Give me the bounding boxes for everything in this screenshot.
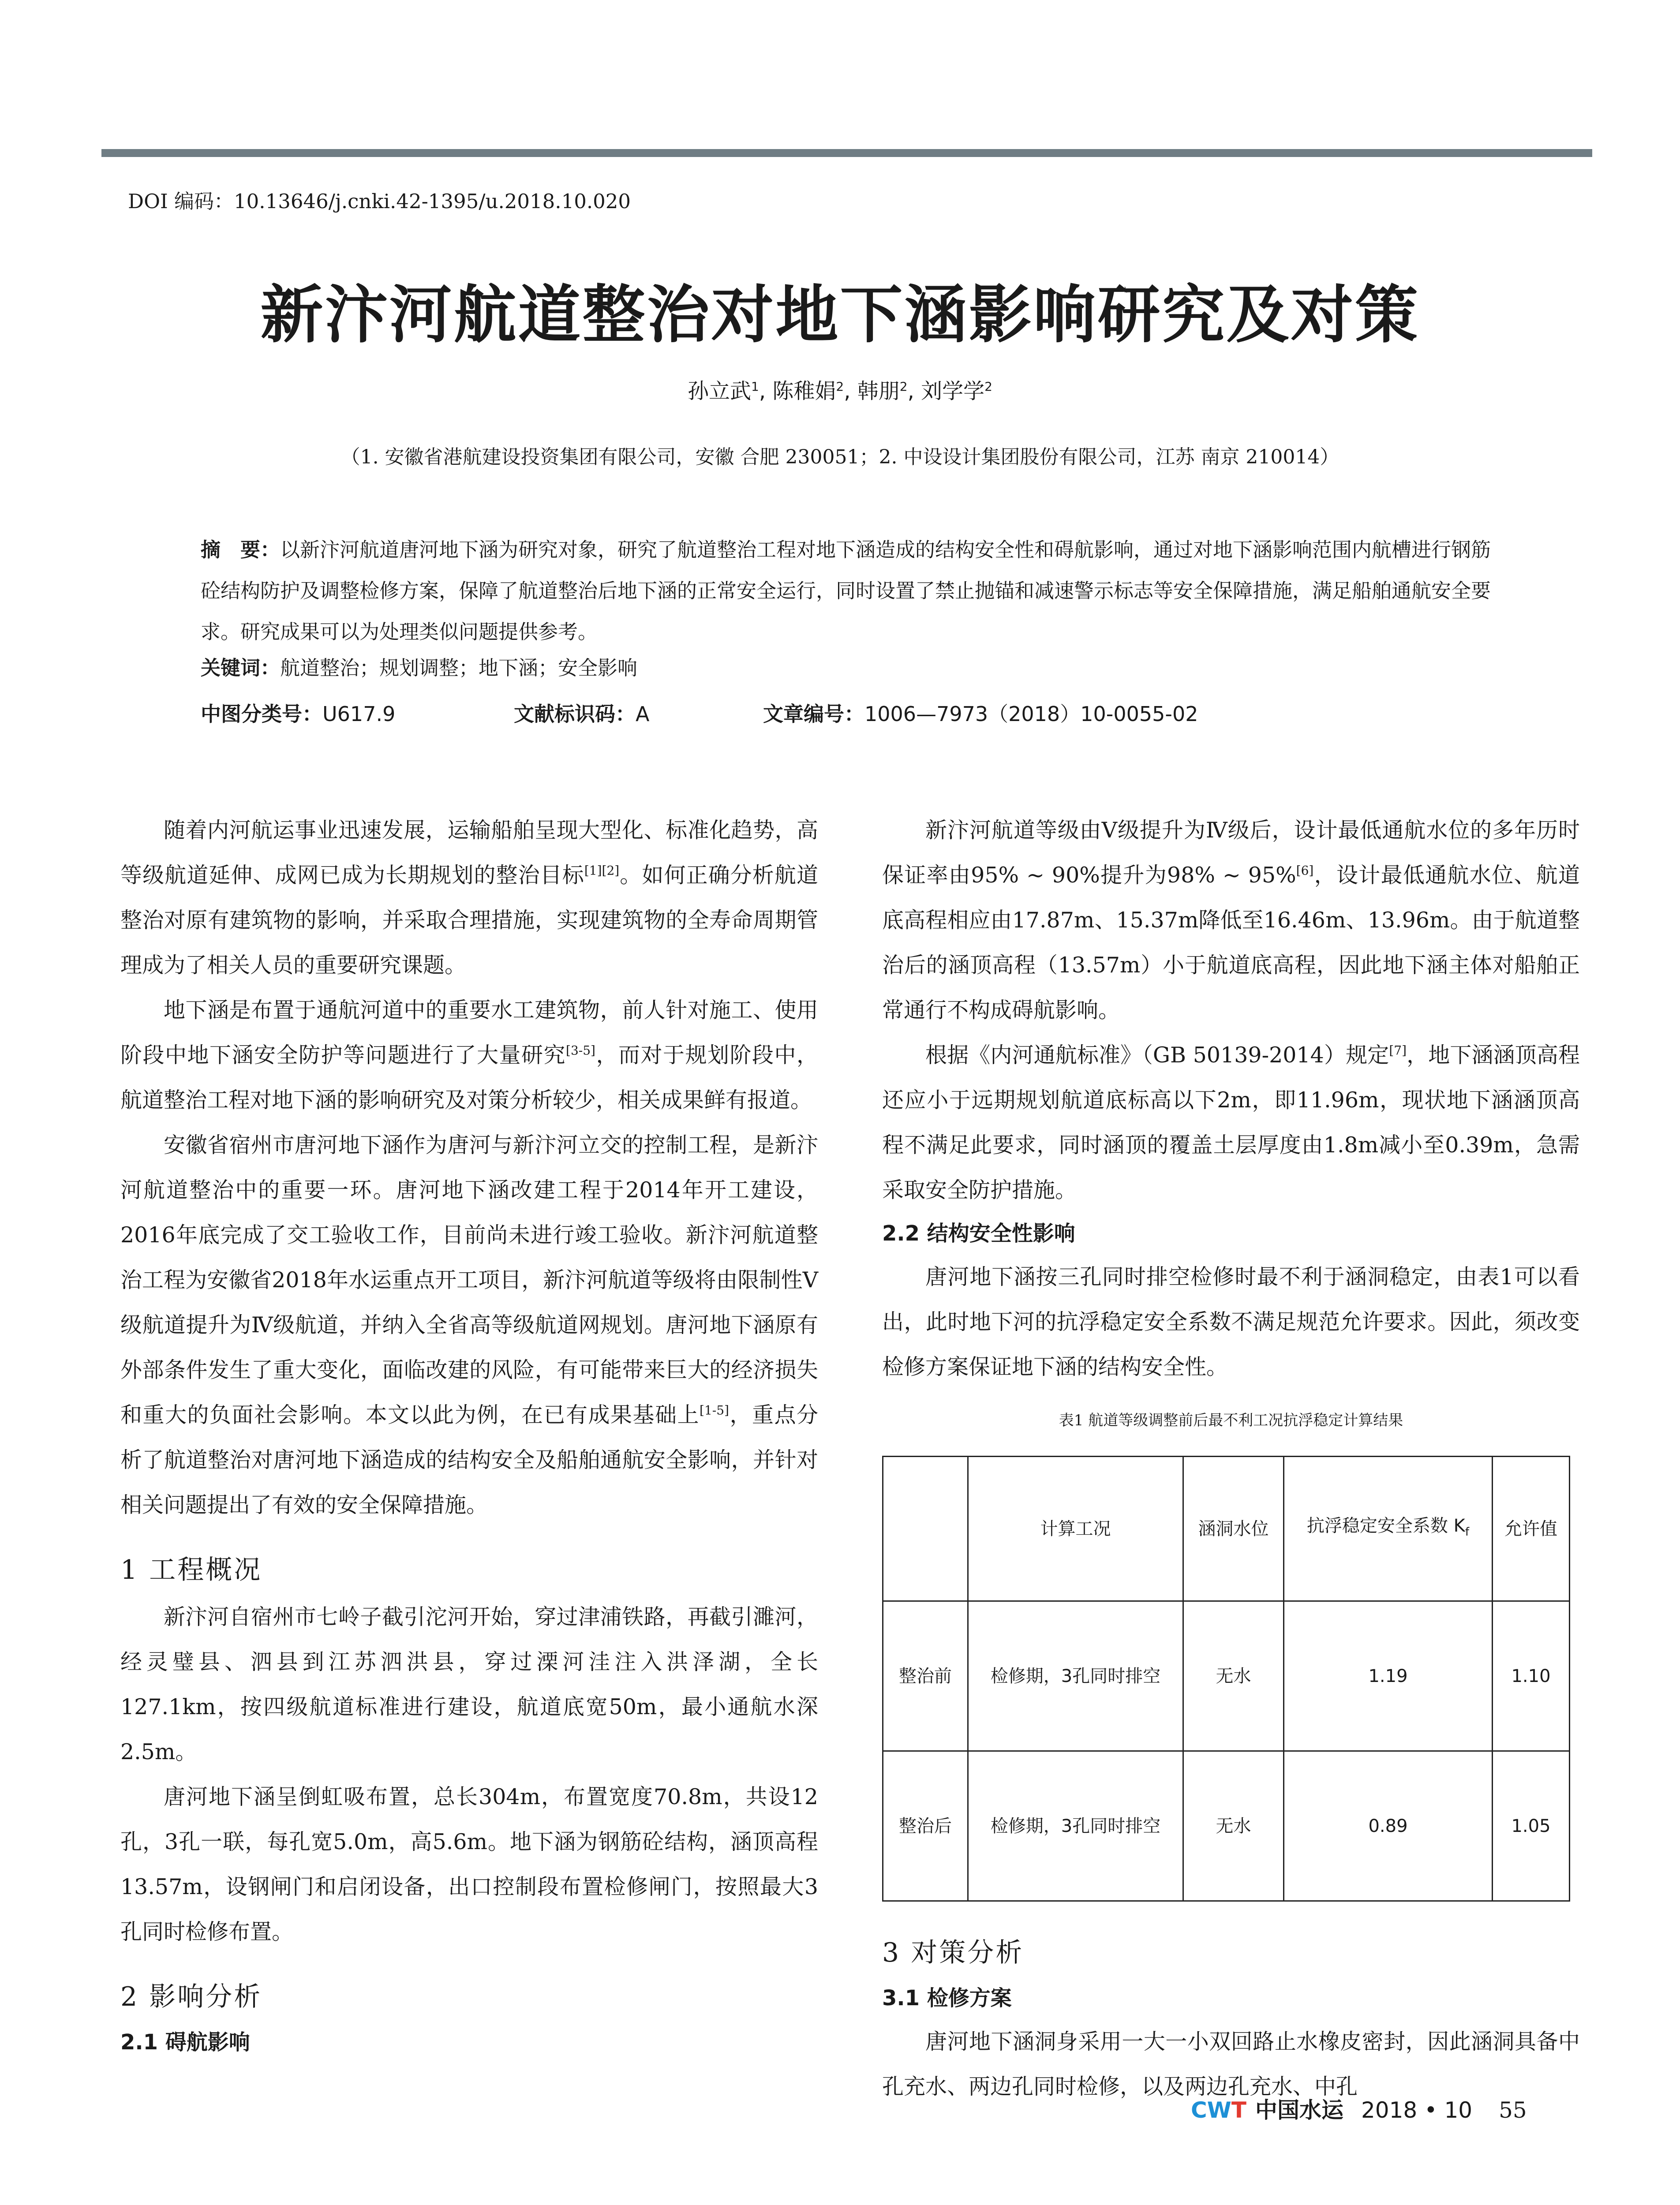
section-heading: 2 影响分析 [120, 1981, 262, 2012]
subsection-heading: 2.2 结构安全性影响 [882, 1221, 1075, 1246]
table-row [883, 1601, 1570, 1751]
page-number: 55 [1499, 2097, 1527, 2123]
table-cell: 无水 [1183, 1751, 1284, 1901]
journal-logo [1191, 2097, 1246, 2123]
table-cell: 检修期，3孔同时排空 [968, 1601, 1183, 1751]
text: ，重点分析了航道整治对唐河地下涵造成的结构安全及船舶通航安全影响，并针对相关问题提出了有效的安全保障措施。 [120, 1402, 818, 1517]
author-list: 孙立武$^1$, 陈稚娟$^2$, 韩朋$^2$, 刘学学$^2$ [688, 379, 992, 404]
logo-text: T [1231, 2097, 1246, 2123]
keywords [201, 652, 637, 680]
table-header-cell [883, 1457, 968, 1601]
section-heading: 1 工程概况 [120, 1555, 262, 1585]
keywords-label: 关键词： [201, 656, 281, 680]
paragraph: 新汴河自宿州市七岭子截引沱河开始，穿过津浦铁路，再截引濉河，经灵璧县、泗县到江苏泗洪县，穿过溧河洼注入洪泽湖，全长127.1km，按四级航道标准进行建设，航道底宽50m，最小通航水深2.5m。 [120, 1604, 818, 1764]
table-header-cell: 计算工况 [968, 1457, 1183, 1601]
paragraph: 唐河地下涵洞身采用一大一小双回路止水橡皮密封，因此涵洞具备中孔充水、两边孔同时检修，以及两边孔充水、中孔 [882, 2029, 1580, 2099]
author-affil-mark: 2 [899, 379, 908, 394]
section-heading: 3 对策分析 [882, 1937, 1024, 1968]
document-code [514, 698, 649, 727]
citation: [1][2] [584, 863, 620, 878]
journal-name: 中国水运 [1255, 2097, 1343, 2123]
author-name: 孙立武 [688, 379, 752, 404]
table-cell: 整治前 [883, 1601, 968, 1751]
table-header-cell: 允许值 [1493, 1457, 1570, 1601]
abstract [201, 529, 1502, 652]
table-cell: 1.10 [1493, 1601, 1570, 1751]
paper-title: 新汴河航道整治对地下涵影响研究及对策 [260, 278, 1420, 351]
author-affil-mark: 2 [984, 379, 992, 394]
clc-label: 中图分类号： [201, 702, 322, 726]
abstract-label: 摘 要： [201, 538, 281, 561]
text: ，设计最低通航水位、航道底高程相应由17.87m、15.37m降低至16.46m、13.96m。由于航道整治后的涵顶高程（13.57m）小于航道底高程，因此地下涵主体对船舶正常通行不构成碍航影响。 [882, 863, 1580, 1023]
paragraph: 唐河地下涵呈倒虹吸布置，总长304m，布置宽度70.8m，共设12孔，3孔一联，每孔宽5.0m，高5.6m。地下涵为钢筋砼结构，涵顶高程13.57m，设钢闸门和启闭设备，出口控制段布置检修闸门，按照最大3孔同时检修布置。 [120, 1784, 818, 1944]
author-name: 陈稚娟 [772, 379, 836, 404]
text: 。如何正确分析航道整治对原有建筑物的影响，并采取合理措施，实现建筑物的全寿命周期管理成为了相关人员的重要研究课题。 [120, 863, 818, 978]
article-number [763, 698, 1198, 727]
doc-value: A [636, 702, 650, 726]
right-column [882, 808, 1580, 2109]
text: 安徽省宿州市唐河地下涵作为唐河与新汴河立交的控制工程，是新汴河航道整治中的重要一环。唐河地下涵改建工程于2014年开工建设，2016年底完成了交工验收工作，目前尚未进行竣工验收。新汴河航道整治工程为安徽省2018年水运重点开工项目，新汴河航道等级将由限制性Ⅴ级航道提升为Ⅳ级航道，并纳入全省高等级航道网规划。唐河地下涵原有外部条件发生了重大变化，面临改建的风险，有可能带来巨大的经济损失和重大的负面社会影响。本文以此为例，在已有成果基础上 [120, 1132, 818, 1428]
citation: [1-5] [700, 1403, 729, 1418]
art-value: 1006—7973（2018）10-0055-02 [864, 702, 1198, 726]
paragraph [882, 808, 1580, 1033]
table-cell: 1.19 [1284, 1601, 1493, 1751]
citation: [6] [1296, 863, 1314, 878]
table-header-cell [1284, 1457, 1493, 1601]
text: ，地下涵涵顶高程还应小于远期规划航道底标高以下2m，即11.96m，现状地下涵涵顶高程不满足此要求，同时涵顶的覆盖土层厚度由1.8m减小至0.39m，急需采取安全防护措施。 [882, 1043, 1580, 1203]
table-cell: 1.05 [1493, 1751, 1570, 1901]
issue-number: 2018 • 10 [1361, 2097, 1473, 2123]
clc-number [201, 698, 395, 727]
subsection-heading: 2.1 碍航影响 [120, 2030, 250, 2055]
results-table [882, 1456, 1570, 1902]
text: 新汴河航道等级由Ⅴ级提升为Ⅳ级后，设计最低通航水位的多年历时保证率由95% ~ 90%提升为98% ~ 95% [882, 818, 1580, 888]
abstract-text: 以新汴河航道唐河地下涵为研究对象，研究了航道整治工程对地下涵造成的结构安全性和碍航影响，通过对地下涵影响范围内航槽进行钢筋砼结构防护及调整检修方案，保障了航道整治后地下涵的正常安全运行，同时设置了禁止抛锚和减速警示标志等安全保障措施，满足船舶通航安全要求。研究成果可以为处理类似问题提供参考。 [201, 538, 1491, 643]
affiliations: （1. 安徽省港航建设投资集团有限公司，安徽 合肥 230051；2. 中设设计集团股份有限公司，江苏 南京 210014） [340, 446, 1340, 468]
table-header-cell: 涵洞水位 [1183, 1457, 1284, 1601]
citation: [7] [1389, 1043, 1407, 1058]
header-subscript: f [1465, 1525, 1470, 1539]
doc-label: 文献标识码： [514, 702, 636, 726]
table-caption: 表1 航道等级调整前后最不利工况抗浮稳定计算结果 [1059, 1412, 1403, 1429]
text: ，而对于规划阶段中，航道整治工程对地下涵的影响研究及对策分析较少，相关成果鲜有报道。 [120, 1043, 818, 1113]
table-cell: 检修期，3孔同时排空 [968, 1751, 1183, 1901]
author-name: 韩朋 [857, 379, 900, 404]
paragraph: 唐河地下涵按三孔同时排空检修时最不利于涵洞稳定，由表1可以看出，此时地下河的抗浮稳定安全系数不满足规范允许要求。因此，须改变检修方案保证地下涵的结构安全性。 [882, 1264, 1580, 1379]
subsection-heading: 3.1 检修方案 [882, 1986, 1012, 2011]
paragraph [882, 1033, 1580, 1213]
logo-text: CW [1191, 2097, 1231, 2123]
header-rule [101, 149, 1592, 157]
left-column [120, 808, 818, 2063]
author-affil-mark: 2 [836, 379, 844, 394]
table-header-row [883, 1457, 1570, 1601]
keywords-text: 航道整治；规划调整；地下涵；安全影响 [280, 656, 638, 680]
paragraph [120, 988, 818, 1123]
text: 随着内河航运事业迅速发展，运输船舶呈现大型化、标准化趋势，高等级航道延伸、成网已成为长期规划的整治目标 [120, 818, 818, 888]
table-cell: 0.89 [1284, 1751, 1493, 1901]
paragraph [120, 1123, 818, 1528]
citation: [3-5] [566, 1043, 595, 1058]
table-row [883, 1751, 1570, 1901]
art-label: 文章编号： [763, 702, 864, 726]
table-cell: 无水 [1183, 1601, 1284, 1751]
paragraph [120, 808, 818, 988]
text: 根据《内河通航标准》（GB 50139-2014）规定 [925, 1043, 1389, 1068]
clc-value: U617.9 [322, 702, 396, 726]
author-name: 刘学学 [921, 379, 985, 404]
table-cell: 整治后 [883, 1751, 968, 1901]
doi-line: DOI 编码：10.13646/j.cnki.42-1395/u.2018.10.020 [128, 190, 631, 213]
page-footer [1191, 2093, 1527, 2124]
text: 地下涵是布置于通航河道中的重要水工建筑物，前人针对施工、使用阶段中地下涵安全防护等问题进行了大量研究 [120, 998, 818, 1068]
author-affil-mark: 1 [751, 379, 759, 394]
header-text: 抗浮稳定安全系数 K [1306, 1515, 1465, 1536]
